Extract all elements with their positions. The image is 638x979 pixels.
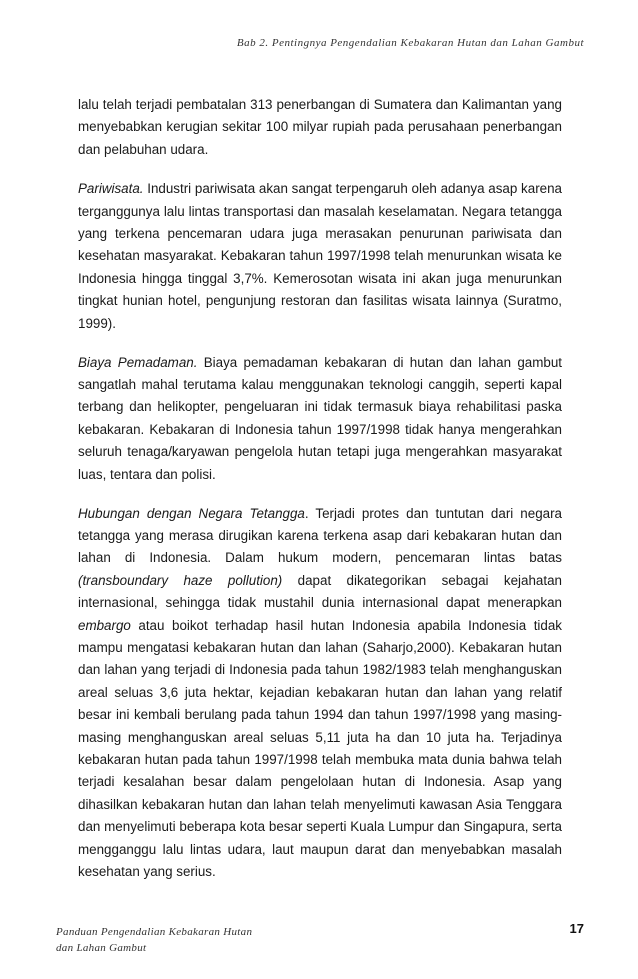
paragraph-text: lalu telah terjadi pembatalan 313 penerbangan di Sumatera dan Kalimantan yang menyebabkan kerugian sekitar 100 milyar rupiah pada perusahaan penerbangan dan pelabuhan udara. bbox=[78, 97, 562, 157]
paragraph-neighboring-relations bbox=[78, 503, 562, 884]
paragraph-flight-cancellations bbox=[78, 94, 562, 161]
paragraph-text: Industri pariwisata akan sangat terpengaruh oleh adanya asap karena terganggunya lalu lintas transportasi dan masalah keselamatan. Negara tetangga yang terkena pencemaran udara juga merasakan penurunan pariwisata dan kesehatan masyarakat. Kebakaran tahun 1997/1998 telah menurunkan wisata ke Indonesia hingga tinggal 3,7%. Kemerosotan wisata ini akan juga menurunkan tingkat hunian hotel, pengunjung restoran dan fasilitas wisata lainnya (Suratmo, 1999). bbox=[78, 181, 562, 331]
paragraph-text: atau boikot terhadap hasil hutan Indonesia apabila Indonesia tidak mampu mengatasi kebakaran hutan dan lahan (Saharjo,2000). Kebakaran hutan dan lahan yang terjadi di Indonesia pada tahun 1982/1983 telah menghanguskan areal seluas 3,6 juta hektar, kejadian kebakaran hutan dan lahan yang relatif besar ini kembali berulang pada tahun 1994 dan tahun 1997/1998 yang masing-masing menghanguskan areal seluas 5,11 juta ha dan 10 juta ha. Terjadinya kebakaran hutan pada tahun 1997/1998 telah membuka mata dunia bahwa telah terjadi kesalahan besar dalam pengelolaan hutan di Indonesia. Asap yang dihasilkan kebakaran hutan dan lahan telah menyelimuti kawasan Asia Tenggara dan menyelimuti beberapa kota besar seperti Kuala Lumpur dan Singapura, serta mengganggu lalu lintas udara, laut maupun darat dan menyebabkan masalah kesehatan yang serius. bbox=[78, 617, 562, 879]
paragraph-lead-neighboring-relations: Hubungan dengan Negara Tetangga bbox=[78, 505, 305, 521]
paragraph-text: . Terjadi protes dan tuntutan dari negara tetangga yang merasa dirugikan karena terkena asap dari kebakaran hutan dan lahan di Indonesia. Dalam hukum modern, pencemaran lintas batas bbox=[78, 505, 562, 566]
page-body bbox=[78, 94, 562, 900]
footer-book-title-line-2: dan Lahan Gambut bbox=[56, 942, 147, 954]
paragraph-tourism bbox=[78, 178, 562, 335]
italic-term-embargo: embargo bbox=[78, 617, 131, 633]
paragraph-text: dapat dikategorikan sebagai kejahatan internasional, sehingga tidak mustahil dunia internasional dapat menerapkan bbox=[78, 572, 562, 611]
paragraph-text: Biaya pemadaman kebakaran di hutan dan lahan gambut sangatlah mahal terutama kalau menggunakan teknologi canggih, seperti kapal terbang dan helikopter, pengeluaran ini tidak termasuk biaya rehabilitasi paska kebakaran. Kebakaran di Indonesia tahun 1997/1998 tidak hanya mengerahkan seluruh tenaga/karyawan pengelola hutan tetapi juga mengerahkan masyarakat luas, tentara dan polisi. bbox=[78, 354, 562, 482]
italic-term-transboundary-haze: (transboundary haze pollution) bbox=[78, 572, 283, 588]
paragraph-lead-tourism: Pariwisata. bbox=[78, 181, 144, 197]
running-footer bbox=[56, 924, 252, 956]
page-number: 17 bbox=[569, 921, 584, 936]
running-header: Bab 2. Pentingnya Pengendalian Kebakaran Hutan dan Lahan Gambut bbox=[236, 37, 584, 49]
paragraph-firefighting-cost bbox=[78, 352, 562, 486]
paragraph-lead-firefighting-cost: Biaya Pemadaman. bbox=[78, 354, 198, 370]
footer-book-title-line-1: Panduan Pengendalian Kebakaran Hutan bbox=[56, 926, 253, 938]
